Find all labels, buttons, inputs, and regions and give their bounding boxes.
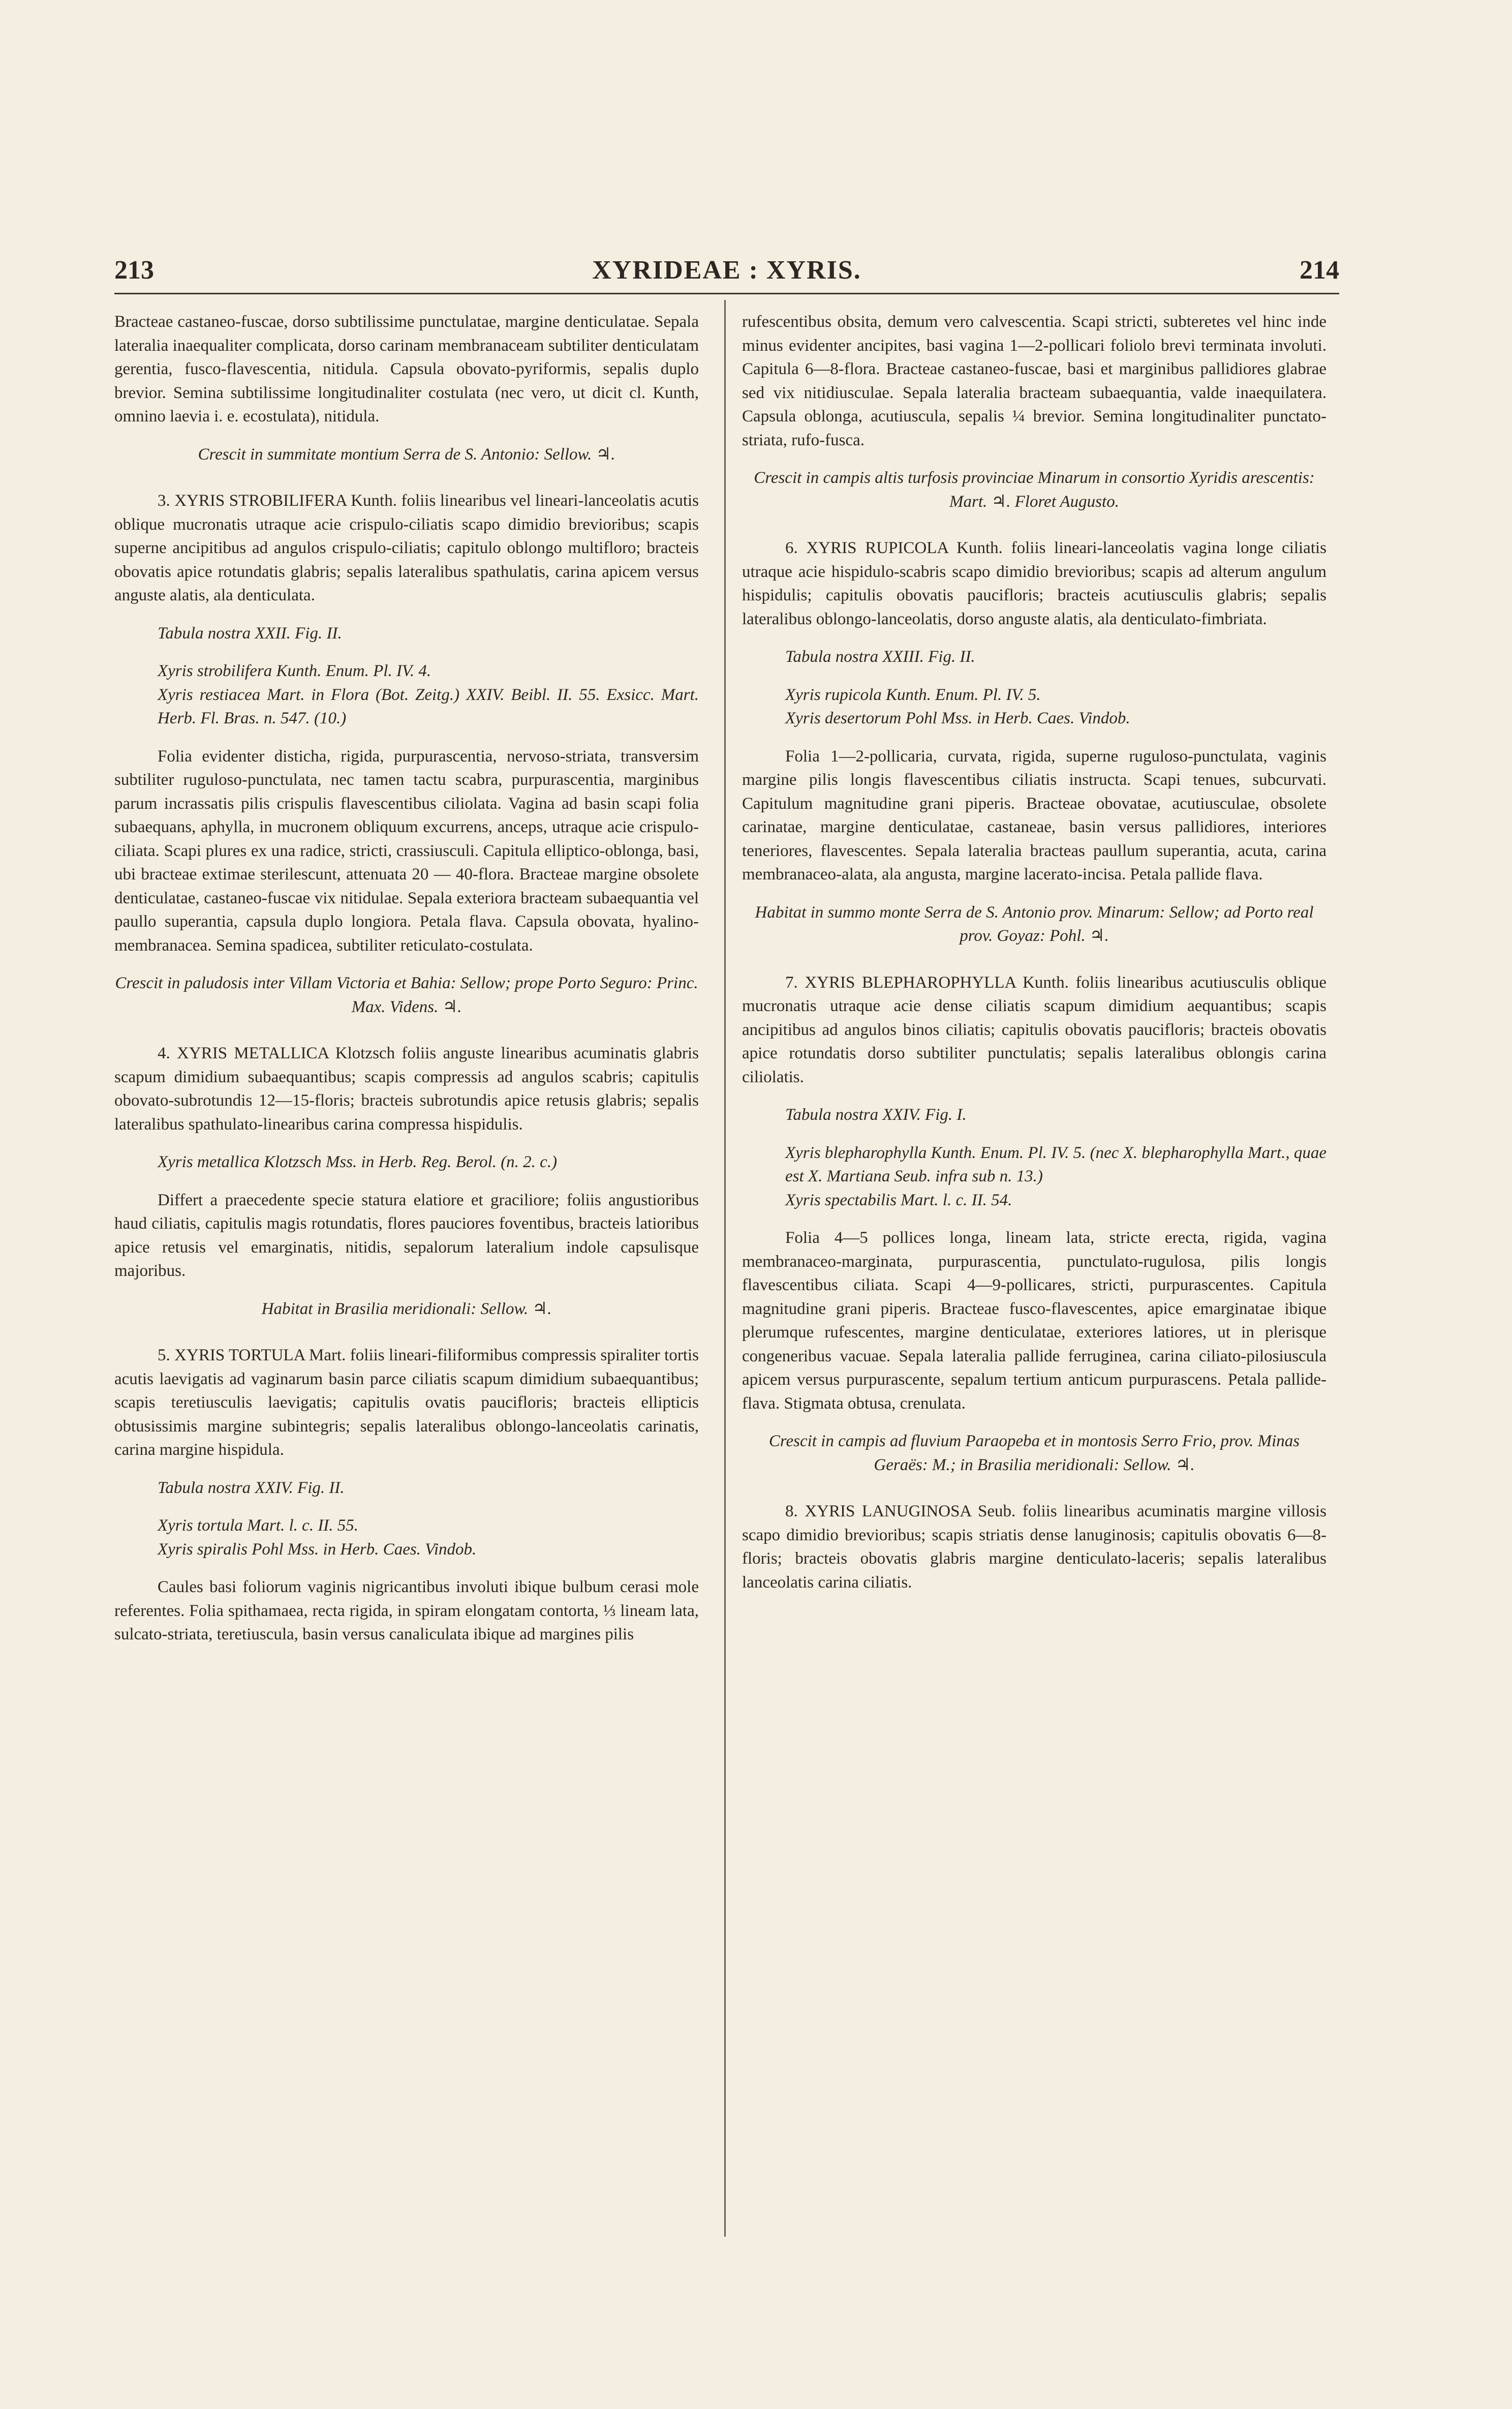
synonym: Xyris desertorum Pohl Mss. in Herb. Caes. Vindob. — [785, 709, 1130, 727]
right-column — [742, 310, 1326, 1594]
habitat-note: Habitat in Brasilia meridionali: Sellow. ♃. — [261, 1299, 552, 1318]
species-description: 5. XYRIS TORTULA Mart. foliis lineari-filiformibus compressis spiraliter tortis acutis laevigatis ad vaginarum basin parce ciliatis scapum dimidium subaequantibus; scapis teretiusculis laevigatis; capitulis ovatis paucifloris; bracteis ellipticis obtusissimis margine subintegris; sepalis lateralibus oblongo-lanceolatis carinatis, carina margine hispidula. — [114, 1346, 699, 1459]
habitat-note: Crescit in paludosis inter Villam Victoria et Bahia: Sellow; prope Porto Seguro: Princ. Max. Videns. ♃. — [115, 974, 698, 1016]
synonym: Xyris metallica Klotzsch Mss. in Herb. Reg. Berol. (n. 2. c.) — [158, 1153, 558, 1171]
synonym: Xyris tortula Mart. l. c. II. 55. — [158, 1516, 359, 1535]
page-number-right: 214 — [1300, 256, 1339, 285]
page-header — [114, 255, 1339, 291]
species-description: 6. XYRIS RUPICOLA Kunth. foliis lineari-lanceolatis vagina longe ciliatis utraque acie hispidulo-scabris scapo dimidio brevioribus; scapis ad alterum angulum hispidulis; capitulis obovatis paucifloris; bracteis acutiusculis glabris; sepalis lateralibus oblongo-lanceolatis, dorso anguste alatis, ala denticulato-fimbriata. — [742, 539, 1326, 628]
paragraph: Folia 1—2-pollicaria, curvata, rigida, superne ruguloso-punctulata, vaginis margine pilis longis flavescentibus ciliatis instructa. Scapi tenues, subcurvati. Capitulum magnitudine grani piperis. Bracteae obovatae, acutiusculae, obsolete carinatae, margine denticulatae, castaneae, basin versus pallidiores, interiores teneriores, flavescentes. Sepala lateralia bracteas paullum superantia, acuta, carina membranaceo-alata, ala angusta, margine lacerato-incisa. Petala pallide flava. — [742, 747, 1326, 883]
habitat-note: Crescit in campis altis turfosis provinciae Minarum in consortio Xyridis arescentis: Mart. ♃. Floret Augusto. — [754, 469, 1315, 511]
plate-reference: Tabula nostra XXIV. Fig. I. — [785, 1106, 967, 1124]
paragraph: rufescentibus obsita, demum vero calvescentia. Scapi stricti, subteretes vel hinc inde minus evidenter ancipites, basi vagina 1—2-pollicari foliolo brevi terminata involuti. Capitula 6—8-flora. Bracteae castaneo-fuscae, basi et marginibus pallidiores glabrae sed vix nitidiusculae. Sepala lateralia bracteam subaequantia, valde inaequilatera. Capsula oblonga, acutiuscula, sepalis ¼ brevior. Semina longitudinaliter punctato-striata, rufo-fusca. — [742, 313, 1326, 449]
header-rule — [114, 293, 1339, 294]
species-description: 4. XYRIS METALLICA Klotzsch foliis anguste linearibus acuminatis glabris scapum dimidium subaequantibus; scapis compressis ad angulos scabris; capitulis obovato-subrotundis 12—15-floris; bracteis subrotundis apice retusis glabris; sepalis lateralibus spathulato-linearibus carina compressa hispidulis. — [114, 1044, 699, 1134]
running-title: XYRIDEAE : XYRIS. — [592, 256, 861, 285]
synonym: Xyris blepharophylla Kunth. Enum. Pl. IV. 5. (nec X. blepharophylla Mart., quae est X. Martiana Seub. infra sub n. 13.) — [785, 1143, 1326, 1185]
synonym: Xyris restiacea Mart. in Flora (Bot. Zeitg.) XXIV. Beibl. II. 55. Exsicc. Mart. Herb. Fl. Bras. n. 547. (10.) — [158, 685, 699, 727]
column-divider — [724, 300, 726, 2237]
synonym: Xyris spiralis Pohl Mss. in Herb. Caes. Vindob. — [158, 1540, 477, 1559]
synonym: Xyris rupicola Kunth. Enum. Pl. IV. 5. — [785, 685, 1041, 704]
species-description: 8. XYRIS LANUGINOSA Seub. foliis linearibus acuminatis margine villosis scapo dimidio brevioribus; scapis striatis dense lanuginosis; capitulis obovatis 6—8-floris; bracteis obovatis glabris margine denticulato-laceris; sepalis lateralibus lanceolatis carina ciliatis. — [742, 1502, 1326, 1592]
species-description: 3. XYRIS STROBILIFERA Kunth. foliis linearibus vel lineari-lanceolatis acutis oblique mucronatis utraque acie crispulo-ciliatis scapo dimidio brevioribus; scapis superne ancipitibus ad angulos crispulo-ciliatis; capitulo oblongo multifloro; bracteis obovatis apice rotundatis glabris; sepalis lateralibus spathulatis, carina apicem versus anguste alatis, ala denticulata. — [114, 492, 699, 604]
plate-reference: Tabula nostra XXIII. Fig. II. — [785, 648, 975, 666]
paragraph: Bracteae castaneo-fuscae, dorso subtilissime punctulatae, margine denticulatae. Sepala lateralia inaequaliter complicata, dorso carinam membranaceam subtiliter denticulatam gerentia, fusco-flavescentia, nitidula. Capsula obovato-pyriformis, sepalis duplo brevior. Semina subtilissime longitudinaliter costulata (nec vero, ut dicit cl. Kunth, omnino laevia i. e. ecostulata), nitidula. — [114, 313, 699, 425]
paragraph: Differt a praecedente specie statura elatiore et graciliore; foliis angustioribus haud ciliatis, capitulis magis rotundatis, flores pauciores foventibus, bracteis latioribus apice retusis vel emarginatis, nitidis, sepalorum lateralium indole capsulisque majoribus. — [114, 1191, 699, 1280]
synonym: Xyris strobilifera Kunth. Enum. Pl. IV. 4. — [158, 662, 431, 680]
species-description: 7. XYRIS BLEPHAROPHYLLA Kunth. foliis linearibus acutiusculis oblique mucronatis utraque acie dense ciliatis scapum dimidium aequantibus; scapis ancipitibus ad angulos binos ciliatis; capitulis obovatis paucifloris; bracteis obovatis apice rotundatis dorso subtiliter punctulatis; sepalis lateralibus oblongis carina ciliolatis. — [742, 973, 1326, 1086]
plate-reference: Tabula nostra XXII. Fig. II. — [158, 624, 342, 643]
synonym: Xyris spectabilis Mart. l. c. II. 54. — [785, 1191, 1012, 1209]
left-column — [114, 310, 699, 1646]
paragraph: Folia 4—5 pollices longa, lineam lata, stricte erecta, rigida, vagina membranaceo-marginata, purpurascentia, punctulato-rugulosa, pilis longis flavescentibus ciliata. Scapi 4—9-pollicares, stricti, purpurascentes. Capitula magnitudine grani piperis. Bracteae fusco-flavescentes, apice emarginatae ibique plerumque rufescentes, margine denticulatae, exteriores latiores, ut in plerisque congeneribus vacuae. Sepala lateralia pallide ferruginea, carina ciliato-pilosiuscula apicem versus purpurascente, sepalum tertium anticum purpurascens. Petala pallide-flava. Stigmata obtusa, crenulata. — [742, 1229, 1326, 1413]
plate-reference: Tabula nostra XXIV. Fig. II. — [158, 1478, 345, 1497]
habitat-note: Crescit in summitate montium Serra de S. Antonio: Sellow. ♃. — [198, 445, 615, 464]
paragraph: Folia evidenter disticha, rigida, purpurascentia, nervoso-striata, transversim subtiliter ruguloso-punctulata, nec tamen tactu scabra, purpurascentia, marginibus parum incrassatis pilis crispulis flavescentibus ciliolata. Vagina ad basin scapi folia subaequans, aphylla, in mucronem obliquum excurrens, anceps, utraque acie crispulo-ciliata. Scapi plures ex una radice, stricti, crassiusculi. Capitula elliptico-oblonga, basi, ubi bracteae extimae sterilescunt, attenuata 20 — 40-flora. Bracteae margine obsolete denticulatae, castaneo-fuscae vix nitidulae. Sepala exteriora bracteam subaequantia vel paullo superantia, capsula duplo longiora. Petala flava. Capsula obovata, hyalino-membranacea. Semina spadicea, subtiliter reticulato-costulata. — [114, 747, 699, 955]
page-number-left: 213 — [114, 256, 154, 285]
habitat-note: Crescit in campis ad fluvium Paraopeba et in montosis Serro Frio, prov. Minas Geraës: M.; in Brasilia meridionali: Sellow. ♃. — [768, 1432, 1300, 1474]
paragraph: Caules basi foliorum vaginis nigricantibus involuti ibique bulbum cerasi mole referentes. Folia spithamaea, recta rigida, in spiram elongatam contorta, ⅓ lineam lata, sulcato-striata, teretiuscula, basin versus canaliculata ibique ad margines pilis — [114, 1578, 699, 1643]
habitat-note: Habitat in summo monte Serra de S. Antonio prov. Minarum: Sellow; ad Porto real prov. Goyaz: Pohl. ♃. — [755, 903, 1314, 945]
